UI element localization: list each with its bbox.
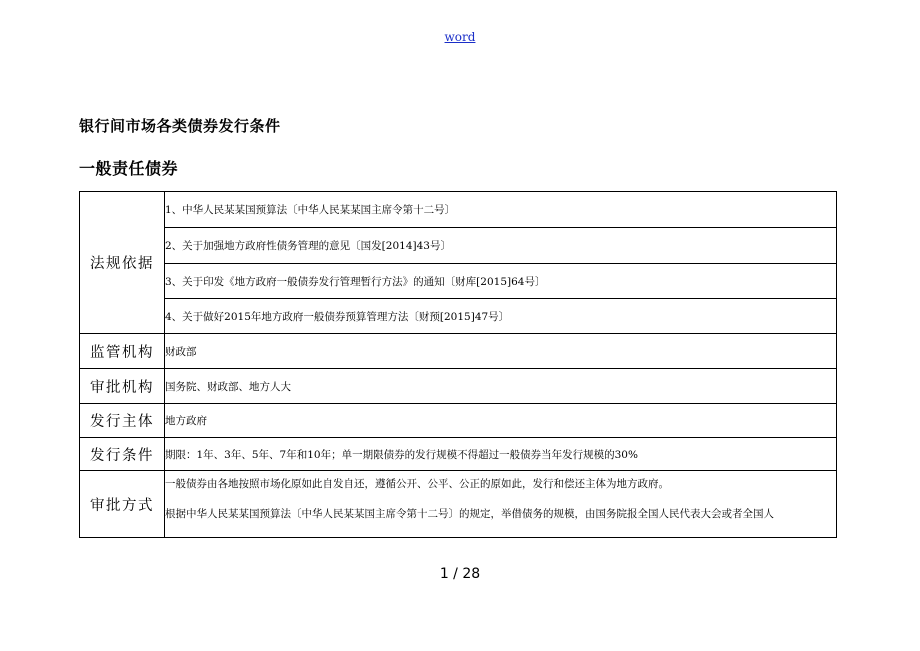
issuer-label: 发行主体	[80, 404, 165, 438]
approval-method-paragraph-2: 根据中华人民某某国预算法〔中华人民某某国主席令第十二号〕的规定，举借债务的规模，由国务院报全国人民代表大会或者全国人	[165, 508, 774, 520]
table-row	[80, 404, 837, 438]
approver-value: 国务院、财政部、地方人大	[165, 369, 837, 404]
table-row	[80, 438, 837, 471]
table-row	[80, 299, 837, 334]
legal-basis-item-4: 4、关于做好2015年地方政府一般债券预算管理方法〔财预[2015]47号〕	[165, 299, 837, 334]
table-row	[80, 264, 837, 299]
approval-method-value	[165, 471, 837, 538]
conditions-label: 发行条件	[80, 438, 165, 471]
legal-basis-label: 法规依据	[80, 192, 165, 334]
approval-method-paragraph-1: 一般债券由各地按照市场化原如此自发自还，遵循公开、公平、公正的原如此，发行和偿还主体为地方政府。	[165, 478, 669, 490]
table-row	[80, 192, 837, 228]
table-row	[80, 369, 837, 404]
table-row	[80, 471, 837, 538]
approver-label: 审批机构	[80, 369, 165, 404]
document-title: 银行间市场各类债券发行条件	[79, 117, 281, 135]
legal-basis-item-2: 2、关于加强地方政府性债务管理的意见〔国发[2014]43号〕	[165, 228, 837, 264]
regulator-label: 监管机构	[80, 334, 165, 369]
legal-basis-item-3: 3、关于印发《地方政府一般债券发行管理暂行方法》的通知〔财库[2015]64号〕	[165, 264, 837, 299]
regulator-value: 财政部	[165, 334, 837, 369]
page-indicator: 1 / 28	[439, 566, 481, 582]
section-title: 一般责任债券	[79, 159, 179, 178]
bond-conditions-table	[79, 191, 837, 538]
header-word-link[interactable]: word	[444, 30, 476, 44]
issuer-value: 地方政府	[165, 404, 837, 438]
table-row	[80, 228, 837, 264]
conditions-value: 期限：1年、3年、5年、7年和10年；单一期限债券的发行规模不得超过一般债券当年发行规模的30%	[165, 438, 837, 471]
legal-basis-item-1: 1、中华人民某某国预算法〔中华人民某某国主席令第十二号〕	[165, 192, 837, 228]
table-row	[80, 334, 837, 369]
approval-method-label: 审批方式	[80, 471, 165, 538]
